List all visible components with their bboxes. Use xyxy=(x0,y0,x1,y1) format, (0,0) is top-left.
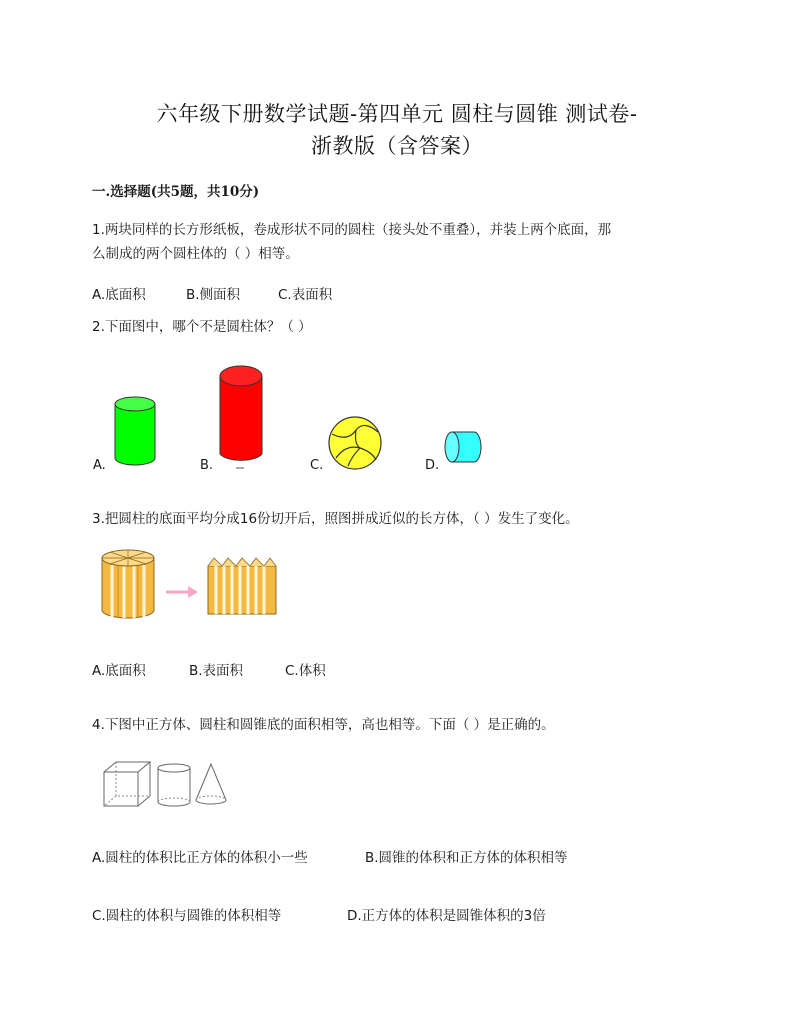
question-1-text-line2: 么制成的两个圆柱体的（ ）相等。 xyxy=(92,246,299,262)
question-4-options-row2 xyxy=(92,904,546,924)
section-heading: 一.选择题(共5题，共10分) xyxy=(92,184,260,200)
figure-cylinder-to-cuboid xyxy=(98,548,288,622)
question-2-text: 2.下面图中，哪个不是圆柱体？（ ） xyxy=(92,319,312,335)
question-1-text-line1: 1.两块同样的长方形纸板，卷成形状不同的圆柱（接头处不重叠），并装上两个底面，那 xyxy=(92,222,612,238)
document-title-line2: 浙教版（含答案） xyxy=(311,134,483,158)
question-3-option-a[interactable]: A.底面积 xyxy=(92,663,146,679)
question-3-text: 3.把圆柱的底面平均分成16份切开后，照图拼成近似的长方体，（ ）发生了变化。 xyxy=(92,511,579,527)
question-4-text: 4.下图中正方体、圆柱和圆锥底的面积相等，高也相等。下面（ ）是正确的。 xyxy=(92,717,555,733)
document-title-line1: 六年级下册数学试题-第四单元 圆柱与圆锥 测试卷- xyxy=(156,102,638,126)
question-4-options-row1 xyxy=(92,846,568,866)
question-1-option-b[interactable]: B.侧面积 xyxy=(186,287,241,303)
question-3-option-b[interactable]: B.表面积 xyxy=(189,663,244,679)
question-1-option-a[interactable]: A.底面积 xyxy=(92,287,146,303)
question-2-label-a: A. xyxy=(93,458,106,473)
figure-green-cylinder xyxy=(110,392,160,472)
question-2-label-b: B. xyxy=(200,458,214,473)
figure-cube-cylinder-cone xyxy=(100,758,250,810)
question-4-option-b[interactable]: B.圆锥的体积和正方体的体积相等 xyxy=(365,850,568,866)
question-4-option-c[interactable]: C.圆柱的体积与圆锥的体积相等 xyxy=(92,908,282,924)
figure-red-cylinder xyxy=(216,360,268,472)
figure-yellow-ball xyxy=(326,414,384,472)
question-3-options xyxy=(92,659,326,679)
question-4-option-d[interactable]: D.正方体的体积是圆锥体积的3倍 xyxy=(347,908,546,924)
question-3-option-c[interactable]: C.体积 xyxy=(285,663,326,679)
question-2-label-d: D. xyxy=(425,458,440,473)
figure-cyan-cylinder xyxy=(444,430,486,466)
question-1-options xyxy=(92,283,332,303)
question-2-label-c: C. xyxy=(310,458,324,473)
question-4-option-a[interactable]: A.圆柱的体积比正方体的体积小一些 xyxy=(92,850,308,866)
question-1-option-c[interactable]: C.表面积 xyxy=(278,287,333,303)
